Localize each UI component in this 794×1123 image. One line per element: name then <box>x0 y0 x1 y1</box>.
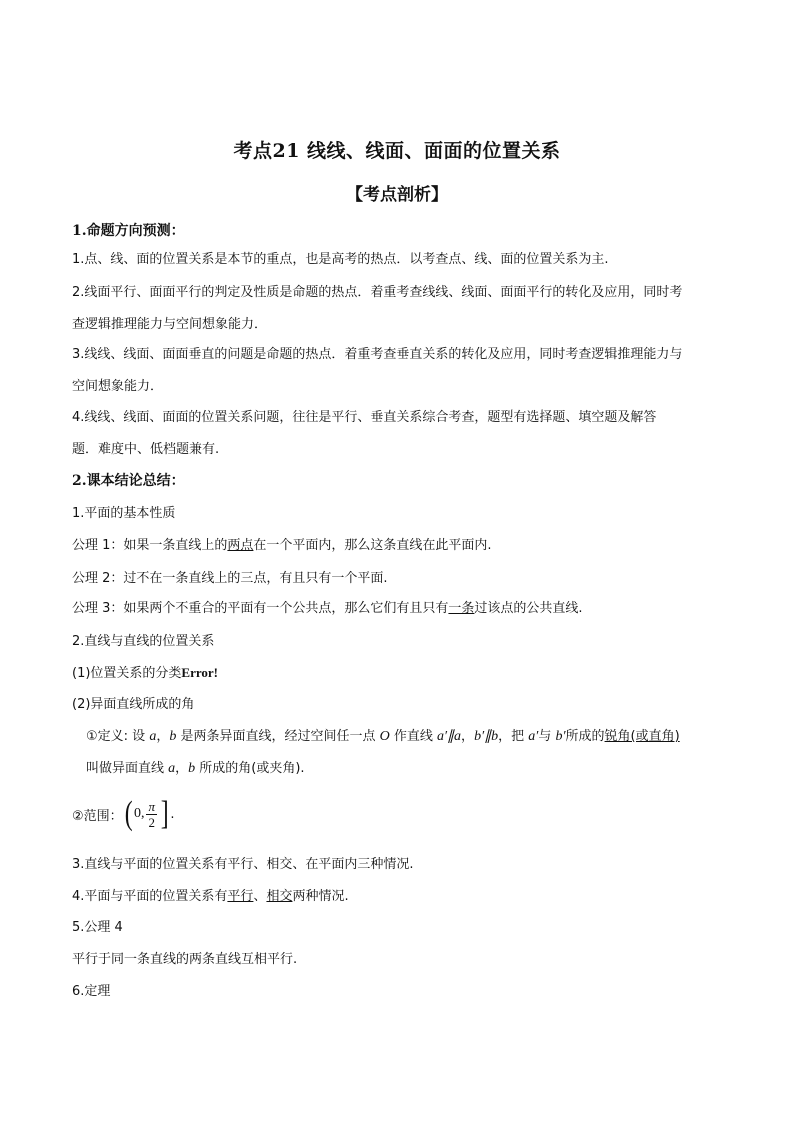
expr-b-parallel: b′∥b <box>474 729 499 744</box>
pi-over-two <box>146 799 157 830</box>
plane-text-end: 两种情况. <box>292 889 349 904</box>
paragraph-1: 1.点、线、面的位置关系是本节的重点，也是高考的热点．以考查点、线、面的位置关系为主. <box>72 252 609 267</box>
section-subtitle: 【考点剖析】 <box>346 185 448 205</box>
range-period: . <box>170 806 175 822</box>
paragraph-2-line-2: 查逻辑推理能力与空间想象能力． <box>72 317 268 332</box>
plane-text: 、 <box>253 889 267 904</box>
def-text: ， <box>175 761 189 776</box>
plane-plane-relations <box>72 888 349 906</box>
axiom-3-underlined: 一条 <box>448 601 475 616</box>
var-a: a <box>168 761 176 776</box>
subsection-plane-properties: 1.平面的基本性质 <box>72 506 176 521</box>
var-b: b <box>188 761 196 776</box>
heading-prediction: 1.命题方向预测： <box>72 223 185 239</box>
axiom-1-text: 公理 1：如果一条直线上的 <box>72 538 228 553</box>
subsection-line-relations: 2.直线与直线的位置关系 <box>72 634 215 649</box>
def-text: 叫做异面直线 <box>86 761 169 776</box>
var-b: b <box>169 729 177 744</box>
heading-conclusions: 2.课本结论总结： <box>72 473 185 489</box>
axiom-1-underlined: 两点 <box>227 538 254 553</box>
plane-text: 4.平面与平面的位置关系有 <box>72 889 228 904</box>
fraction-denominator: 2 <box>148 814 155 830</box>
classification-text: (1)位置关系的分类 <box>72 666 182 681</box>
axiom-4-heading: 5.公理 4 <box>72 920 123 935</box>
axiom-1-text-end: 在一个平面内，那么这条直线在此平面内. <box>253 538 492 553</box>
def-text: ， <box>156 729 170 744</box>
def-underlined: 锐角(或直角) <box>604 729 680 744</box>
line-plane-relations: 3.直线与平面的位置关系有平行、相交、在平面内三种情况. <box>72 857 414 872</box>
paragraph-3-line-2: 空间想象能力． <box>72 379 164 394</box>
underlined-intersect: 相交 <box>266 889 293 904</box>
theorem-heading: 6.定理 <box>72 984 111 999</box>
axiom-1 <box>72 537 492 555</box>
def-text: ①定义: 设 <box>86 729 150 744</box>
classification-item <box>72 664 218 683</box>
paragraph-4-line-2: 题．难度中、低档题兼有. <box>72 442 220 457</box>
right-bracket: ] <box>160 795 169 832</box>
range-label: ②范围： <box>72 808 123 824</box>
axiom-4-text: 平行于同一条直线的两条直线互相平行. <box>72 952 298 967</box>
skew-angle-item: (2)异面直线所成的角 <box>72 697 195 712</box>
expr-a-parallel: a′∥a <box>436 729 462 744</box>
axiom-2: 公理 2：过不在一条直线上的三点，有且只有一个平面. <box>72 571 388 586</box>
underlined-parallel: 平行 <box>227 889 254 904</box>
axiom-3 <box>72 600 583 618</box>
page-title: 考点21 线线、线面、面面的位置关系 <box>233 140 561 162</box>
def-text: 作直线 <box>389 729 437 744</box>
range-lower: 0, <box>133 806 145 821</box>
var-o: O <box>379 729 390 744</box>
error-marker: Error! <box>181 665 218 680</box>
left-paren: ( <box>124 795 133 832</box>
var-a: a <box>149 729 157 744</box>
var-b-prime: b′ <box>555 729 566 744</box>
fraction-numerator: π <box>148 798 155 814</box>
definition-line-1 <box>86 728 680 746</box>
def-text: 是两条异面直线，经过空间任一点 <box>176 729 380 744</box>
def-text: ，把 <box>498 729 529 744</box>
axiom-3-text: 公理 3：如果两个不重合的平面有一个公共点，那么它们有且只有 <box>72 601 449 616</box>
range-formula <box>72 792 174 836</box>
def-text: ， <box>461 729 475 744</box>
paragraph-2-line-1: 2.线面平行、面面平行的判定及性质是命题的热点．着重考查线线、线面、面面平行的转化及应用，同时考 <box>72 285 683 300</box>
def-text: 所成的 <box>565 729 605 744</box>
paragraph-4-line-1: 4.线线、线面、面面的位置关系问题，往往是平行、垂直关系综合考查，题型有选择题、填空题及解答 <box>72 410 657 425</box>
var-a-prime: a′ <box>528 729 539 744</box>
definition-line-2 <box>86 760 305 778</box>
paragraph-3-line-1: 3.线线、线面、面面垂直的问题是命题的热点．着重考查垂直关系的转化及应用，同时考查逻辑推理能力与 <box>72 347 683 362</box>
axiom-3-text-end: 过该点的公共直线. <box>474 601 583 616</box>
def-text: 与 <box>538 729 556 744</box>
def-text: 所成的角(或夹角). <box>195 761 305 776</box>
